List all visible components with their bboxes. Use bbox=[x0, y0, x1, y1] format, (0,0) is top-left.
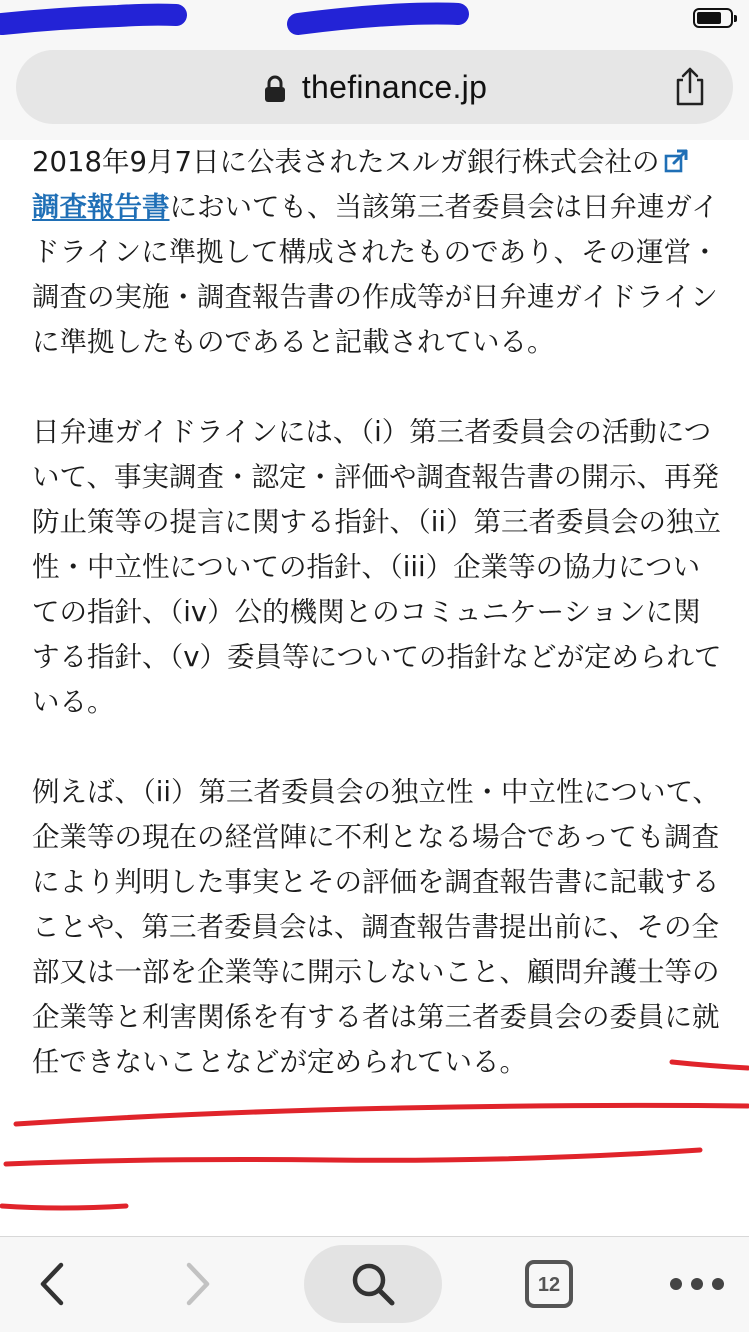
address-bar[interactable] bbox=[16, 50, 733, 124]
redaction-marks bbox=[0, 0, 749, 40]
paragraph-1-rest: においても、当該第三者委員会は日弁連ガイドラインに準拠して構成されたものであり、その運営・調査の実施・調査報告書の作成等が日弁連ガイドラインに準拠したものであると記載されている。 bbox=[32, 191, 719, 358]
battery-level bbox=[697, 12, 721, 24]
share-icon[interactable] bbox=[669, 66, 711, 108]
paragraph-3: 例えば、（ii）第三者委員会の独立性・中立性について、企業等の現在の経営陣に不利となる場合であっても調査により判明した事実とその評価を調査報告書に記載することや、第三者委員会は、調査報告書提出前に、その全部又は一部を企業等に開示しないこと、顧問弁護士等の企業等と利害関係を有する者は第三者委員会の委員に就任できないことなどが定められている。 bbox=[32, 776, 720, 1078]
report-link[interactable]: 調査報告書 bbox=[32, 191, 170, 223]
paragraph-1-intro: 2018年9月7日に公表されたスルガ銀行株式会社の bbox=[32, 146, 660, 178]
tab-count: 12 bbox=[537, 1274, 561, 1296]
back-button[interactable] bbox=[22, 1245, 82, 1323]
url-text: thefinance.jp bbox=[301, 68, 488, 105]
ellipsis-icon bbox=[668, 1276, 726, 1292]
paragraph-1 bbox=[32, 140, 722, 365]
forward-button[interactable] bbox=[168, 1245, 228, 1323]
tabs-icon bbox=[524, 1259, 574, 1309]
browser-bottom-toolbar bbox=[0, 1236, 749, 1332]
more-button[interactable] bbox=[664, 1245, 730, 1323]
battery-icon bbox=[693, 8, 733, 28]
article-body bbox=[32, 140, 722, 1130]
tabs-button[interactable] bbox=[518, 1245, 580, 1323]
chevron-left-icon bbox=[37, 1261, 67, 1307]
lock-icon bbox=[262, 75, 288, 103]
external-link-icon[interactable] bbox=[663, 148, 689, 174]
browser-top-toolbar bbox=[0, 40, 749, 140]
paragraph-2: 日弁連ガイドラインには、（i）第三者委員会の活動について、事実調査・認定・評価や調査報告書の開示、再発防止策等の提言に関する指針、（ii）第三者委員会の独立性・中立性についての指針、（iii）企業等の協力についての指針、（iv）公的機関とのコミュニケーションに関する指針、（v）委員等についての指針などが定められている。 bbox=[32, 416, 722, 718]
magnifier-icon bbox=[349, 1260, 397, 1308]
search-button[interactable] bbox=[304, 1245, 442, 1323]
status-bar bbox=[0, 0, 749, 40]
chevron-right-icon bbox=[183, 1261, 213, 1307]
